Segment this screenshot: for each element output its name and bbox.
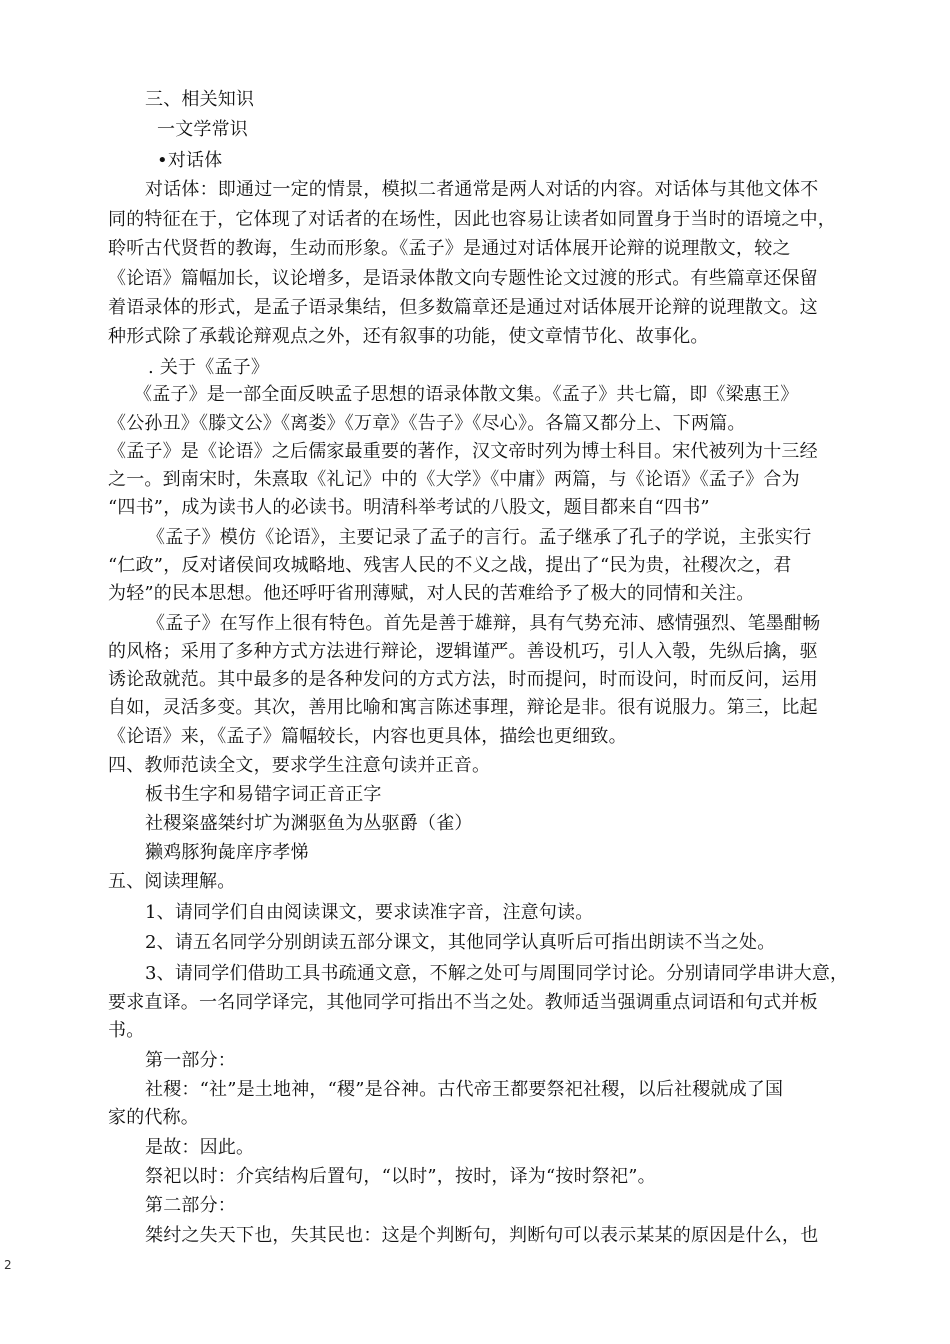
paragraph-line: 为轻”的民本思想。他还呼吁省刑薄赋，对人民的苦难给予了极大的同情和关注。: [108, 583, 755, 604]
paragraph-line: 《孟子》是一部全面反映孟子思想的语录体散文集。《孟子》共七篇，即《梁惠王》: [134, 384, 799, 405]
paragraph-line: 书。: [108, 1020, 145, 1041]
paragraph-line: 要求直译。一名同学译完，其他同学可指出不当之处。教师适当强调重点词语和句式并板: [108, 992, 818, 1013]
subheading-about-mencius: . 关于《孟子》: [148, 357, 270, 378]
paragraph-line: “四书”，成为读书人的必读书。明清科举考试的八股文，题目都来自“四书”: [108, 497, 710, 518]
paragraph-line: 《公孙丑》《滕文公》《离娄》《万章》《告子》《尽心》。各篇又都分上、下两篇。: [108, 413, 746, 434]
paragraph-line: 诱论敌就范。其中最多的是各种发问的方式方法，时而提问，时而设问，时而反问，运用: [108, 669, 818, 690]
paragraph-line: 种形式除了承载论辩观点之外，还有叙事的功能，使文章情节化、故事化。: [108, 326, 709, 347]
list-item: 1、请同学们自由阅读课文，要求读准字音，注意句读。: [145, 902, 594, 923]
heading-related-knowledge: 三、相关知识: [145, 89, 255, 110]
paragraph-line: 《论语》篇幅加长，议论增多，是语录体散文向专题性论文过渡的形式。有些篇章还保留: [108, 268, 818, 289]
paragraph-line: 《孟子》模仿《论语》，主要记录了孟子的言行。孟子继承了孔子的学说，主张实行: [147, 527, 812, 548]
list-item: 3、请同学们借助工具书疏通文意，不解之处可与周围同学讨论。分别请同学串讲大意，: [145, 963, 849, 984]
paragraph-line: “仁政”，反对诸侯间攻城略地、残害人民的不义之战，提出了“民为贵，社稷次之，君: [108, 555, 792, 576]
heading-reading-comprehension: 五、阅读理解。: [108, 871, 236, 892]
paragraph-line: 同的特征在于，它体现了对话者的在场性，因此也容易让读者如同置身于当时的语境之中，: [108, 209, 836, 230]
paragraph-line: 《论语》来，《孟子》篇幅较长，内容也更具体，描绘也更细致。: [108, 726, 627, 747]
paragraph-line: 《孟子》在写作上很有特色。首先是善于雄辩，具有气势充沛、感情强烈、笔墨酣畅: [147, 613, 821, 634]
paragraph-line: 对话体：即通过一定的情景，模拟二者通常是两人对话的内容。对话体与其他文体不: [145, 179, 819, 200]
paragraph-line: 之一。到南宋时，朱熹取《礼记》中的《大学》《中庸》两篇，与《论语》《孟子》合为: [108, 469, 800, 490]
paragraph-line: 着语录体的形式，是孟子语录集结，但多数篇章还是通过对话体展开论辩的说理散文。这: [108, 297, 818, 318]
paragraph-line: 自如，灵活多变。其次，善用比喻和寓言陈述事理，辩论是非。很有说服力。第三，比起: [108, 697, 818, 718]
bullet-dialogue-form: •对话体: [157, 150, 223, 171]
board-note-line: 社稷粢盛桀纣圹为渊驱鱼为丛驱爵（雀）: [145, 813, 473, 834]
list-item: 2、请五名同学分别朗读五部分课文，其他同学认真听后可指出朗读不当之处。: [145, 932, 776, 953]
paragraph-line: 《孟子》是《论语》之后儒家最重要的著作，汉文帝时列为博士科目。宋代被列为十三经: [108, 441, 818, 462]
note-line: 是故：因此。: [145, 1137, 255, 1158]
subheading-part-two: 第二部分：: [145, 1195, 236, 1216]
note-line: 祭祀以时：介宾结构后置句，“以时”，按时，译为“按时祭祀”。: [145, 1166, 656, 1187]
heading-teacher-reading: 四、教师范读全文，要求学生注意句读并正音。: [108, 755, 491, 776]
note-line: 桀纣之失天下也，失其民也：这是个判断句，判断句可以表示某某的原因是什么，也: [145, 1225, 819, 1246]
page-number: 2: [4, 1258, 12, 1272]
paragraph-line: 的风格；采用了多种方式方法进行辩论，逻辑谨严。善设机巧，引人入彀，先纵后擒，驱: [108, 641, 818, 662]
subheading-literary-knowledge: 一文学常识: [157, 119, 248, 140]
board-note-line: 板书生字和易错字词正音正字: [145, 784, 382, 805]
note-line: 社稷：“社”是土地神，“稷”是谷神。古代帝王都要祭祀社稷，以后社稷就成了国: [145, 1079, 784, 1100]
note-line: 家的代称。: [108, 1107, 199, 1128]
board-note-line: 獭鸡豚狗彘庠序孝悌: [145, 842, 309, 863]
subheading-part-one: 第一部分：: [145, 1050, 236, 1071]
paragraph-line: 聆听古代贤哲的教诲，生动而形象。《孟子》是通过对话体展开论辩的说理散文，较之: [108, 238, 791, 259]
